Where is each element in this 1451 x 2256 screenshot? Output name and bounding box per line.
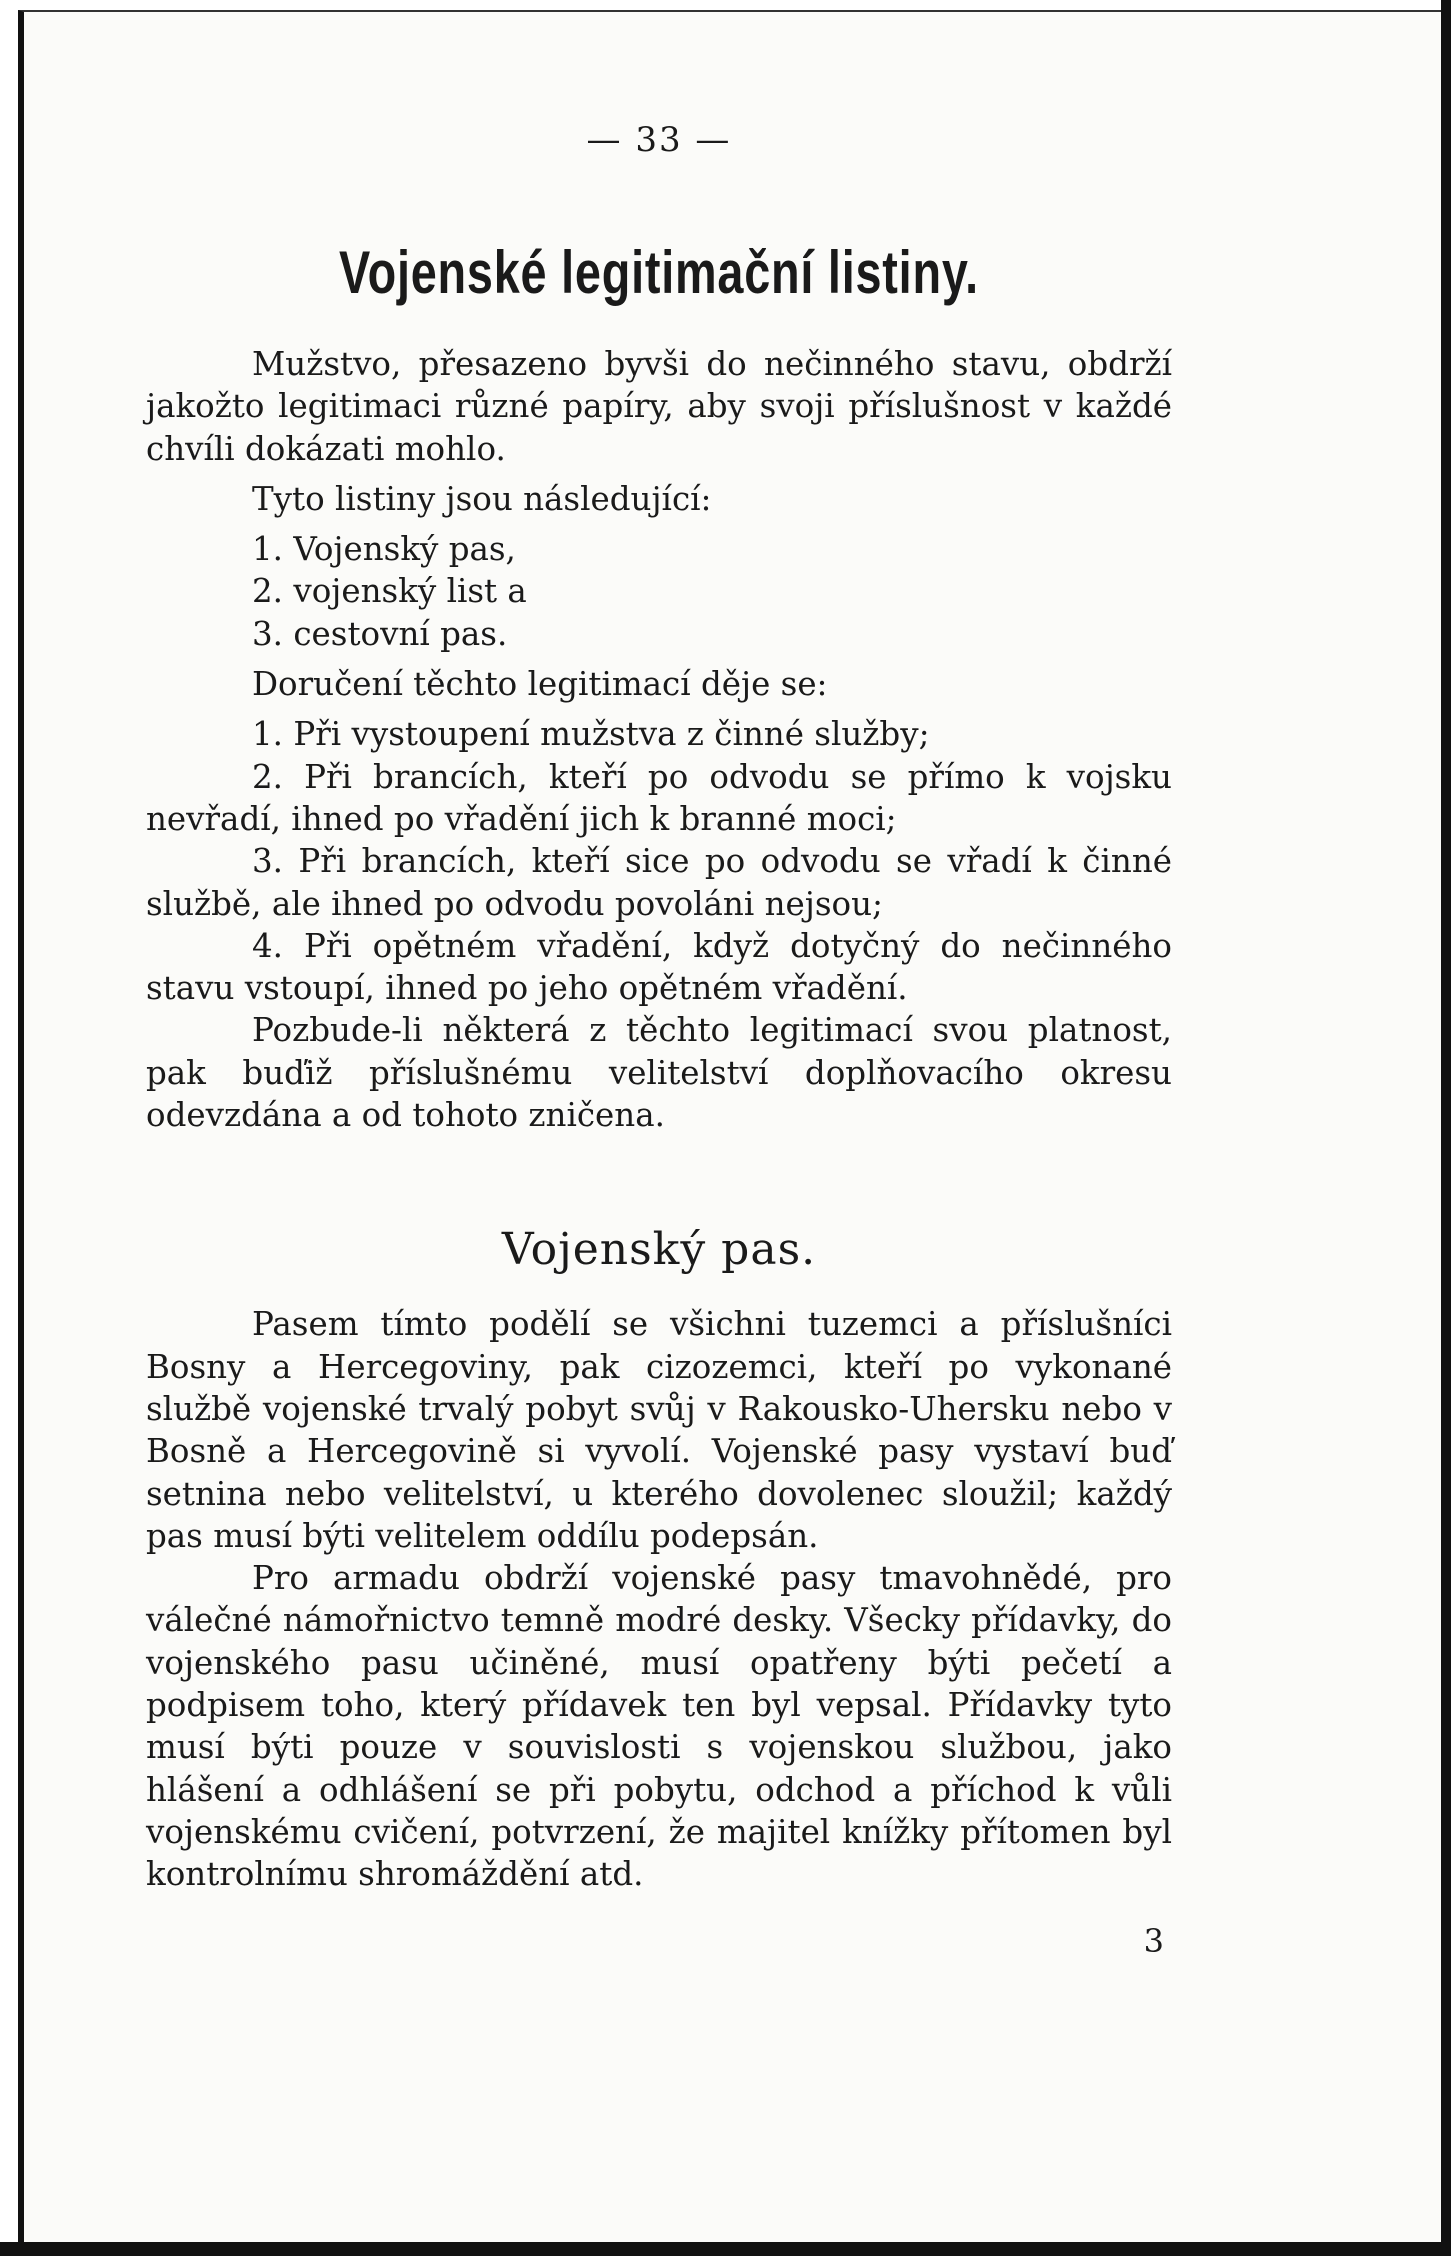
list-item: 1. Vojenský pas, (252, 530, 516, 569)
list2-intro: Doručení těchto legitimací děje se: (252, 665, 828, 704)
list-item: 1. Při vystoupení mužstva z činné služby; (252, 715, 930, 754)
paragraph-pass-1: Pasem tímto podělí se všichni tuzemci a příslušníci Bosny a Hercegoviny, pak cizozemci, kteří po vykonané službě vojenské trvalý pobyt svůj v Rakousko-Uhersku nebo v Bosně a Hercegovině si vyvolí. Vojenské pasy vystaví buď setnina nebo velitelství, u kterého dovolenec sloužil; každý pas musí býti velitelem oddílu podepsán. (146, 1305, 1172, 1555)
list-item: 2. Při brancích, kteří po odvodu se přímo k vojsku nevřadí, ihned po vřadění jich k branné moci; (146, 757, 1172, 838)
page-number: — 33 — (586, 120, 732, 160)
paragraph-closing: Pozbude-li některá z těchto legitimací svou platnost, pak buďiž příslušnému velitelství doplňovacího okresu odevzdána a od tohoto zničena. (146, 1011, 1172, 1135)
scan-right-edge (1441, 0, 1451, 2256)
signature-mark: 3 (1143, 1921, 1164, 1960)
list-item: 3. Při brancích, kteří sice po odvodu se vřadí k činné službě, ale ihned po odvodu povoláni nejsou; (146, 842, 1172, 923)
paragraph-intro: Mužstvo, přesazeno byvši do nečinného stavu, obdrží jakožto legitimaci různé papíry, aby svoji příslušnost v každé chvíli dokázati mohlo. (146, 345, 1172, 468)
scan-bottom-edge (0, 2242, 1451, 2256)
list1-intro: Tyto listiny jsou následující: (252, 479, 712, 518)
document-list (146, 528, 1172, 655)
list-item: 2. vojenský list a (252, 572, 527, 611)
section-title-military-pass: Vojenský pas. (501, 1224, 817, 1276)
page-content (146, 120, 1172, 1960)
list-item: 3. cestovní pas. (252, 614, 508, 653)
section-title-legitimation: Vojenské legitimační listiny. (339, 239, 979, 306)
list-item: 4. Při opětném vřadění, když dotyčný do nečinného stavu vstoupí, ihned po jeho opětném vřadění. (146, 926, 1172, 1008)
paragraph-pass-2: Pro armadu obdrží vojenské pasy tmavohnědé, pro válečné námořnictvo temně modré desky. Všecky přídavky, do vojenského pasu učiněné, musí opatřeny býti pečetí a podpisem toho, který přídavek ten byl vepsal. Přídavky tyto musí býti pouze v souvislosti s vojenskou službou, jako hlášení a odhlášení se při pobytu, odchod a příchod k vůli vojenskému cvičení, potvrzení, že majitel knížky přítomen byl kontrolnímu shromáždění atd. (146, 1559, 1172, 1894)
